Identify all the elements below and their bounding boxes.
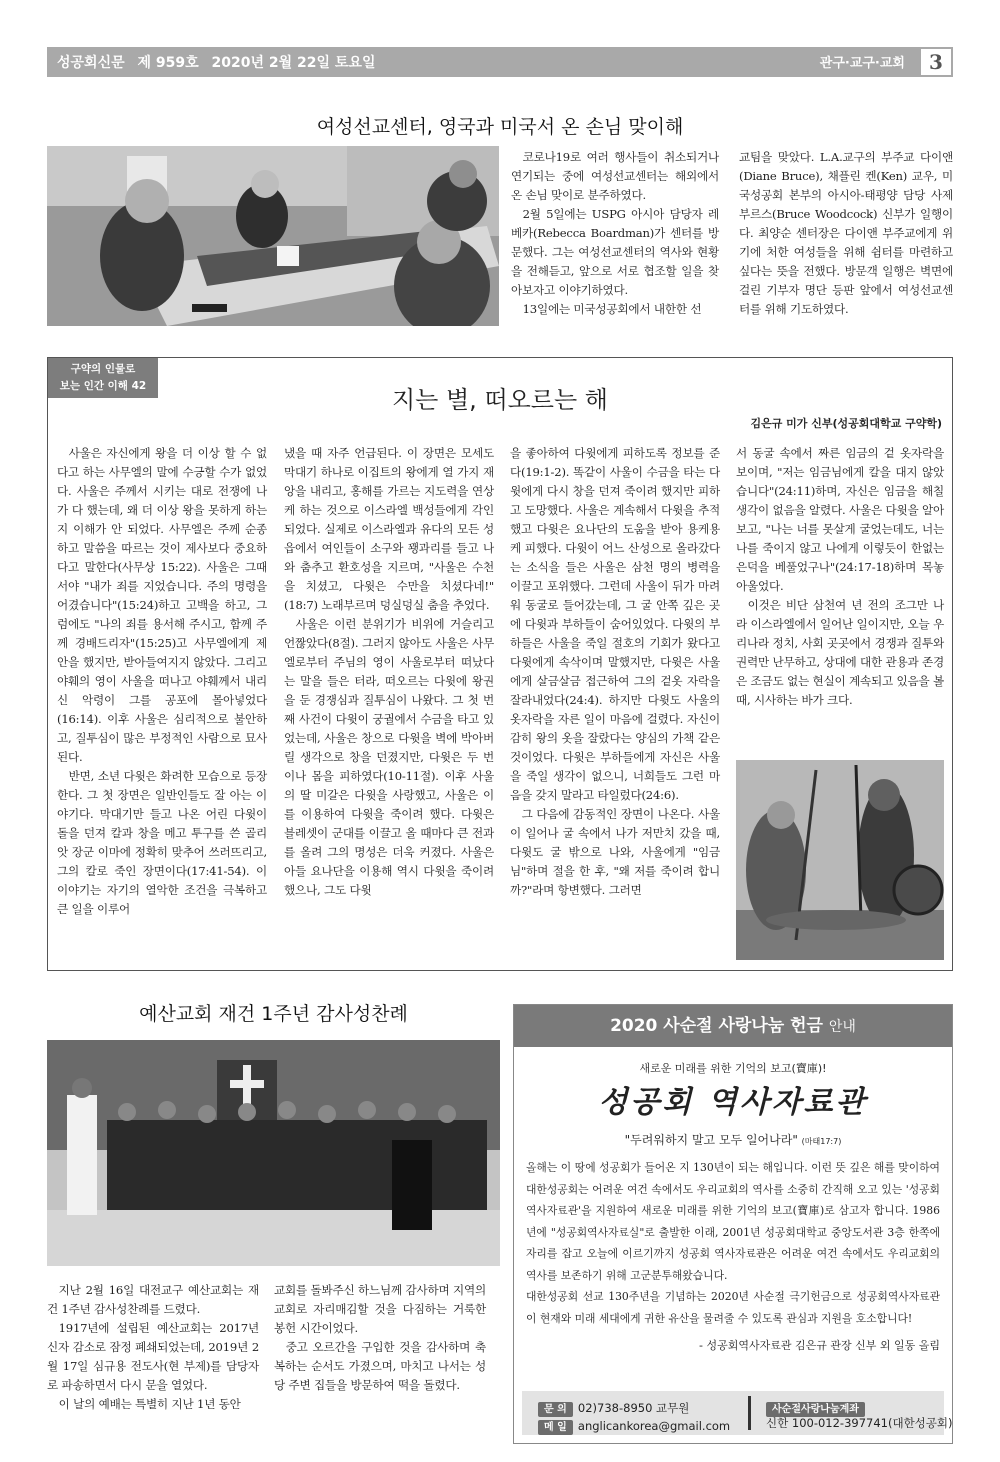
article3-headline: 예산교회 재건 1주년 감사성찬례 <box>139 1003 408 1025</box>
paragraph: 그 다음에 감동적인 장면이 나온다. 사울이 일어나 굴 속에서 나가 저만치 갔을 때, 다윗도 굴 밖으로 나와, 사울에게 "임금님"하며 절을 한 후, "왜 저를 죽이려 합니까?"라며 항변했다. 그러면 <box>510 807 720 897</box>
paragraph: 지난 2월 16일 대전교구 예산교회는 재건 1주년 감사성찬례를 드렸다. <box>47 1283 259 1316</box>
paragraph: 2월 5일에는 USPG 아시아 담당자 레베카(Rebecca Boardman)가 센터를 방문했다. 그는 여성선교센터의 역사와 현황을 전해듣고, 앞으로 서로 협조할 일을 찾아보자고 이야기하였다. <box>511 207 719 297</box>
article2-column-3 <box>510 444 720 900</box>
paragraph: 대한성공회 선교 130주년을 기념하는 2020년 사순절 극기헌금으로 성공회역사자료관이 현재와 미래 세대에게 귀한 유산을 물려줄 수 있도록 관심과 지원을 호소합니다! <box>526 1290 940 1325</box>
quote-text: "두려워하지 말고 모두 일어나라" <box>624 1133 798 1147</box>
paragraph: 올해는 이 땅에 성공회가 들어온 지 130년이 되는 해입니다. 이런 뜻 깊은 해를 맞이하여 대한성공회는 어려운 여건 속에서도 우리교회의 역사를 소중히 간직해 오고 있는 '성공회 역사자료관'을 지원하여 새로운 미래를 위한 기억의 보고(寶庫)로 삼고자 합니다. 1986년에 "성공회역사자료실"로 출발한 이래, 2001년 성공회대학교 중앙도서관 3층 한쪽에 자리를 잡고 오늘에 이르기까지 성공회 역사자료관은 어려운 여건 속에서도 우리교회의 역사를 보존하기 위해 고군분투해왔습니다. <box>526 1161 940 1282</box>
paragraph: 교팀을 맞았다. L.A.교구의 부주교 다이앤(Diane Bruce), 채플린 켄(Ken) 교우, 미국성공회 본부의 아시아-태평양 담당 사제 부르스(Bruce Woodcock) 신부가 일행이다. 최양순 센터장은 다이앤 부주교에게 위기에 처한 여성들을 위해 쉼터를 마련하고 싶다는 뜻을 전했다. 방문객 일행은 벽면에 걸린 기부자 명단 등판 앞에서 여성선교센터를 위해 기도하였다. <box>739 150 953 316</box>
header-publication-info <box>57 52 384 72</box>
notice-signature: - 성공회역사자료관 김은규 관장 신부 외 일동 올림 <box>699 1339 940 1352</box>
issue-number: 제 959호 <box>137 55 199 71</box>
article3-column-2 <box>274 1281 486 1395</box>
david-goliath-illustration <box>736 760 944 960</box>
page-header-bar <box>47 47 953 77</box>
notice-header <box>514 1005 952 1047</box>
paper-name: 성공회신문 <box>57 55 125 71</box>
article2-column-2 <box>284 444 494 900</box>
paragraph: 13일에는 미국성공회에서 내한한 선 <box>522 302 702 316</box>
quote-reference: (마태17:7) <box>801 1137 842 1146</box>
article1-photo <box>47 146 499 326</box>
email-label: 메 일 <box>538 1420 573 1435</box>
account-label: 사순절사랑나눔계좌 <box>766 1402 865 1417</box>
article1-column-1 <box>511 148 719 319</box>
paragraph: 서 동굴 속에서 짜른 임금의 겉 옷자락을 보이며, "저는 임금님에게 칼을 대지 않았습니다"(24:11)하며, 자신은 임금을 해칠 생각이 없음을 알렸다. 사울은 다윗을 알아보고, "나는 너를 못살게 굴었는데도, 너는 나를 죽이지 않고 나에게 이렇듯이 한없는 은덕을 베풀었구나"(24:17-18)하며 목놓아울었다. <box>736 446 944 593</box>
issue-date: 2020년 2월 22일 토요일 <box>211 55 376 71</box>
article1-headline: 여성선교센터, 영국과 미국서 온 손님 맞이해 <box>316 116 684 138</box>
email-row <box>538 1415 730 1435</box>
paragraph: 반면, 소년 다윗은 화려한 모습으로 등장한다. 그 첫 장면은 일반인들도 잘 아는 이야기다. 막대기만 들고 나온 어린 다윗이 돌을 던져 칼과 창을 메고 투구를 쓴 골리앗 장군 이마에 정확히 맞추어 쓰러뜨리고, 그의 칼로 죽인 장면이다(17:41-54). 이 이야기는 자기의 열악한 조건을 극복하고 큰 일을 이루어 <box>57 769 267 916</box>
paragraph: 코로나19로 여러 행사들이 취소되거나 연기되는 중에 여성선교센터는 해외에서 온 손님 맞이로 분주하였다. <box>511 150 719 202</box>
paragraph: 이 날의 예배는 특별히 지난 1년 동안 <box>58 1397 241 1411</box>
series-tag-line: 보는 인간 이해 42 <box>59 380 147 392</box>
notice-quote <box>514 1131 952 1148</box>
archive-logo-text: 성공회 역사자료관 <box>598 1085 868 1120</box>
contact-row <box>538 1397 689 1417</box>
article3-group-photo <box>47 1040 500 1266</box>
paragraph: 을 좋아하여 다윗에게 피하도록 정보를 준다(19:1-2). 똑같이 사울이 수금을 타는 다윗에게 다시 창을 던져 죽이려 했지만 피하고 도망했다. 사울은 계속해서 다윗을 추적했고 다윗은 요나단의 도움을 받아 용케용케 피했다. 다윗이 어느 산성으로 올라갔다는 소식을 들은 사울은 삼천 명의 병력을 이끌고 포위했다. 그런데 사울이 뒤가 마려워 동굴로 들어갔는데, 그 굴 안쪽 깊은 곳에 다윗과 부하들이 숨어있었다. 다윗의 부하들은 사울을 죽일 절호의 기회가 왔다고 다윗에게 속삭이며 말했지만, 다윗은 사울에게 살금살금 접근하여 그의 겉옷 자락을 잘라내었다(24:4). 하지만 다윗도 사울의 옷자락을 자른 일이 마음에 걸렸다. 자신이 감히 왕의 옷을 잘랐다는 양심의 가책 같은 것이었다. 다윗은 부하들에게 자신은 사울을 죽일 생각이 없으니, 너희들도 그런 마음을 갖지 말라고 타일렀다(24:6). <box>510 446 720 802</box>
notice-title: 2020 사순절 사랑나눔 헌금 <box>610 1016 823 1036</box>
paragraph: 교회를 돌봐주신 하느님께 감사하며 지역의 교회로 자리매김할 것을 다짐하는 거룩한 봉헌 시간이었다. <box>274 1283 486 1335</box>
contact-label: 문 의 <box>538 1402 573 1417</box>
page-number: 3 <box>919 47 953 77</box>
account-number: 신한 100-012-397741(대한성공회) <box>766 1416 953 1430</box>
paragraph: 냈을 때 자주 언급된다. 이 장면은 모세도 막대기 하나로 이집트의 왕에게 열 가지 재앙을 내리고, 홍해를 가르는 지도력을 연상케 하는 것으로 이스라엘 백성들에게 각인되었다. 실제로 이스라엘과 유다의 모든 성읍에서 여인들이 소구와 꽹과리를 들고 나와 춤추고 환호성을 지르며, "사울은 수천을 치셨고, 다윗은 수만을 치셨다네!"(18:7) 노래부르며 덩실덩실 춤을 추었다. <box>284 446 494 612</box>
section-name: 관구·교구·교회 <box>819 56 905 71</box>
article2-column-4 <box>736 444 944 710</box>
paragraph: 사울은 이런 분위기가 비위에 거슬리고 언짢았다(8절). 그러지 않아도 사울은 사무엘로부터 주님의 영이 사울로부터 떠났다는 말을 들은 터라, 떠오르는 다윗에 왕권을 둔 경쟁심과 질투심이 나왔다. 그 첫 번째 사건이 다윗이 궁궐에서 수금을 타고 있었는데, 사울은 창으로 다윗을 벽에 박아버릴 생각으로 창을 던졌지만, 다윗은 두 번이나 몸을 피하였다(10-11절). 이후 사울의 딸 미갈은 다윗을 사랑했고, 사울은 이를 이용하여 다윗을 죽이려 했다. 다윗은 블레셋이 군대를 이끌고 올 때마다 큰 전과를 올려 그의 명성은 더욱 커졌다. 사울은 아들 요나단을 이용해 역시 다윗을 죽이려 했으나, 그도 다윗 <box>284 617 494 897</box>
divider <box>748 1396 751 1430</box>
notice-contact-panel <box>522 1391 953 1435</box>
david-goliath-artwork <box>736 760 944 960</box>
article3-column-1 <box>47 1281 259 1414</box>
paragraph: 중고 오르간을 구입한 것을 감사하며 축복하는 순서도 가졌으며, 마치고 나서는 성당 주변 집들을 방문하여 떡을 돌렸다. <box>274 1340 486 1392</box>
account-row <box>766 1397 865 1417</box>
notice-title-suffix: 안내 <box>828 1019 856 1035</box>
paragraph: 사울은 자신에게 왕을 더 이상 할 수 없다고 하는 사무엘의 말에 수긍할 수가 없었다. 사울은 주께서 시키는 대로 전쟁에 나가 다 했는데, 왜 더 이상 왕을 못하게 하는지 이해가 안 되었다. 사무엘은 주께 순종하고 말씀을 따르는 것이 제사보다 중요하다고 말한다(사무상 15:22). 사울은 그때서야 "내가 죄를 지었습니다. 주의 명령을 어겼습니다"(15:24)하고 고백을 하고, 그럼에도 "나의 죄를 용서해 주시고, 함께 주께 경배드리자"(15:25)고 사무엘에게 제안을 했지만, 받아들여지지 않았다. 그리고 야훼의 영이 사울을 떠나고 야훼께서 내리신 악령이 그를 공포에 몰아넣었다(16:14). 이후 사울은 심리적으로 불안하고, 질투심이 많은 부정적인 사람으로 묘사된다. <box>57 446 267 764</box>
church-group-photo-illustration <box>47 1040 500 1266</box>
notice-subtitle: 새로운 미래를 위한 기억의 보고(寶庫)! <box>639 1062 827 1075</box>
article2-column-1 <box>57 444 267 919</box>
contact-phone: 02)738-8950 교무원 <box>577 1401 690 1415</box>
meeting-photo-illustration <box>47 146 499 326</box>
series-tag-line: 구약의 인물로 <box>70 363 136 375</box>
notice-body <box>526 1157 940 1329</box>
paragraph: 1917년에 설립된 예산교회는 2017년 신자 감소로 잠정 폐쇄되었는데, 2019년 2월 17일 심규용 전도사(현 부제)를 담당자로 파송하면서 다시 문을 열었다. <box>47 1321 259 1392</box>
article2-author: 김은규 미가 신부(성공회대학교 구약학) <box>750 417 942 430</box>
article1-column-2 <box>739 148 953 319</box>
email-address[interactable]: anglicankorea@gmail.com <box>577 1419 731 1433</box>
article2-title: 지는 별, 떠오르는 해 <box>392 386 608 414</box>
column-box-article <box>47 357 953 971</box>
lent-offering-notice <box>513 1004 953 1444</box>
paragraph: 이것은 비단 삼천여 년 전의 조그만 나라 이스라엘에서 일어난 일이지만, 오늘 우리나라 정치, 사회 곳곳에서 경쟁과 질투와 권력만 난무하고, 상대에 대한 관용과 존경은 조금도 없는 현실이 계속되고 있음을 볼 때, 시사하는 바가 크다. <box>736 598 944 707</box>
